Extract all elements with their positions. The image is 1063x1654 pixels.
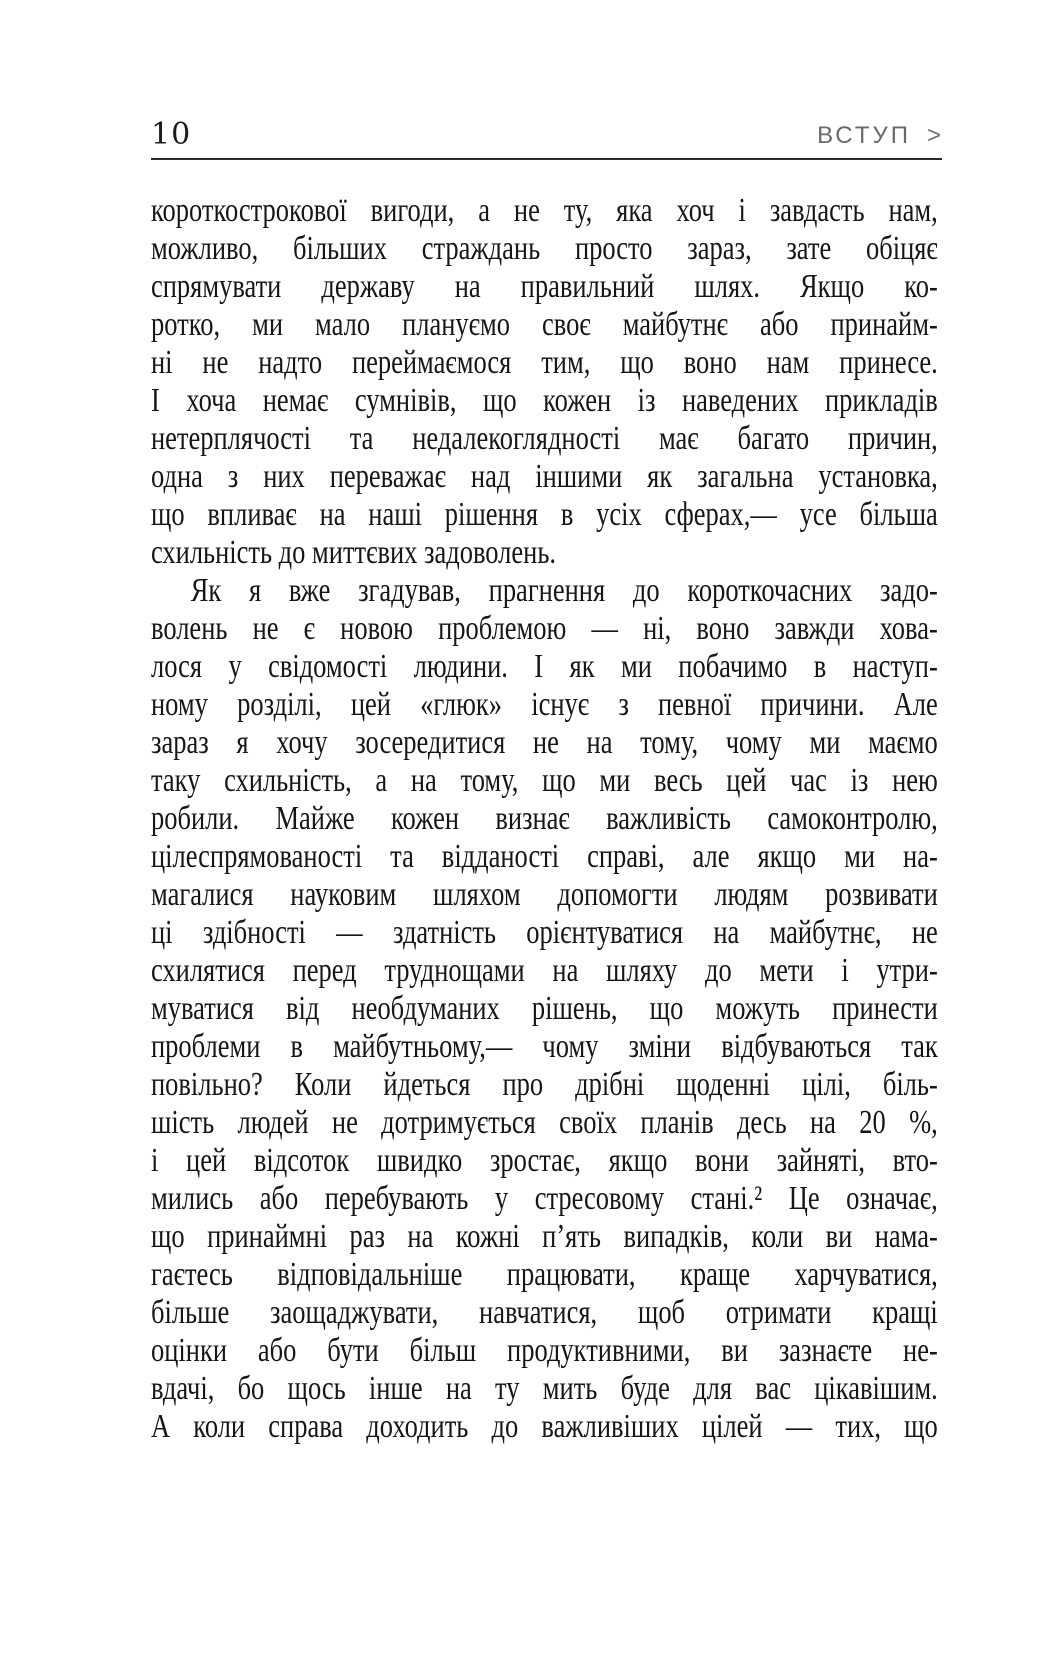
text-line: мились або перебувають у стресовому стані.² Це означає, xyxy=(151,1180,938,1217)
text-line: Як я вже згадував, прагнення до короткочасних задо- xyxy=(190,572,938,609)
text-line: ротко, ми мало плануємо своє майбутнє або принайм- xyxy=(151,306,938,343)
text-line: робили. Майже кожен визнає важливість самоконтролю, xyxy=(151,800,938,837)
text-line: муватися від необдуманих рішень, що можуть принести xyxy=(151,990,938,1027)
text-line: і цей відсоток швидко зростає, якщо вони зайняті, вто- xyxy=(151,1142,938,1179)
text-line: оцінки або бути більш продуктивними, ви зазнаєте не- xyxy=(151,1332,938,1369)
text-line: нетерплячості та недалекоглядності має багато причин, xyxy=(151,420,938,457)
section-title: ВСТУП xyxy=(817,122,911,149)
text-line: що впливає на наші рішення в усіх сферах,— усе більша xyxy=(151,496,938,533)
text-line: цілеспрямованості та відданості справі, але якщо ми на- xyxy=(151,838,938,875)
text-line: зараз я хочу зосередитися не на тому, чому ми маємо xyxy=(151,724,938,761)
text-line: більше заощаджувати, навчатися, щоб отримати кращі xyxy=(151,1294,938,1331)
text-line: магалися науковим шляхом допомогти людям розвивати xyxy=(151,876,938,913)
text-line: шість людей не дотримується своїх планів десь на 20 %, xyxy=(151,1104,938,1141)
text-line: що принаймні раз на кожні п’ять випадків, коли ви нама- xyxy=(151,1218,938,1255)
text-line: спрямувати державу на правильний шлях. Якщо ко- xyxy=(151,268,938,305)
text-line: можливо, більших страждань просто зараз, зате обіцяє xyxy=(151,230,938,267)
text-line: лося у свідомості людини. І як ми побачимо в наступ- xyxy=(151,648,938,685)
chevron-right-icon: > xyxy=(926,122,941,149)
text-line: схилятися перед труднощами на шляху до мети і утри- xyxy=(151,952,938,989)
text-line: одна з них переважає над іншими як загальна установка, xyxy=(151,458,938,495)
text-line: ному розділі, цей «глюк» існує з певної причини. Але xyxy=(151,686,938,723)
text-line: проблеми в майбутньому,— чому зміни відбуваються так xyxy=(151,1028,938,1065)
paragraph xyxy=(151,192,938,572)
text-line: короткострокової вигоди, а не ту, яка хоч і завдасть нам, xyxy=(151,192,938,229)
text-line: повільно? Коли йдеться про дрібні щоденні цілі, біль- xyxy=(151,1066,938,1103)
page-header xyxy=(151,112,941,154)
text-line: схильність до миттєвих задоволень. xyxy=(151,534,557,571)
text-line: волень не є новою проблемою — ні, воно завжди хова- xyxy=(151,610,938,647)
paragraph xyxy=(151,572,938,1446)
text-line: вдачі, бо щось інше на ту мить буде для вас цікавішим. xyxy=(151,1370,938,1407)
text-line: А коли справа доходить до важливіших цілей — тих, що xyxy=(151,1408,938,1445)
body-text xyxy=(151,192,938,1446)
text-line: таку схильність, а на тому, що ми весь цей час із нею xyxy=(151,762,938,799)
text-line: гаєтесь відповідальніше працювати, краще харчуватися, xyxy=(151,1256,938,1293)
text-line: І хоча немає сумнівів, що кожен із наведених прикладів xyxy=(151,382,938,419)
header-rule xyxy=(151,158,942,160)
text-line: ні не надто переймаємося тим, що воно нам принесе. xyxy=(151,344,938,381)
page-number: 10 xyxy=(151,117,192,152)
text-line: ці здібності — здатність орієнтуватися на майбутнє, не xyxy=(151,914,938,951)
running-head xyxy=(817,124,941,148)
